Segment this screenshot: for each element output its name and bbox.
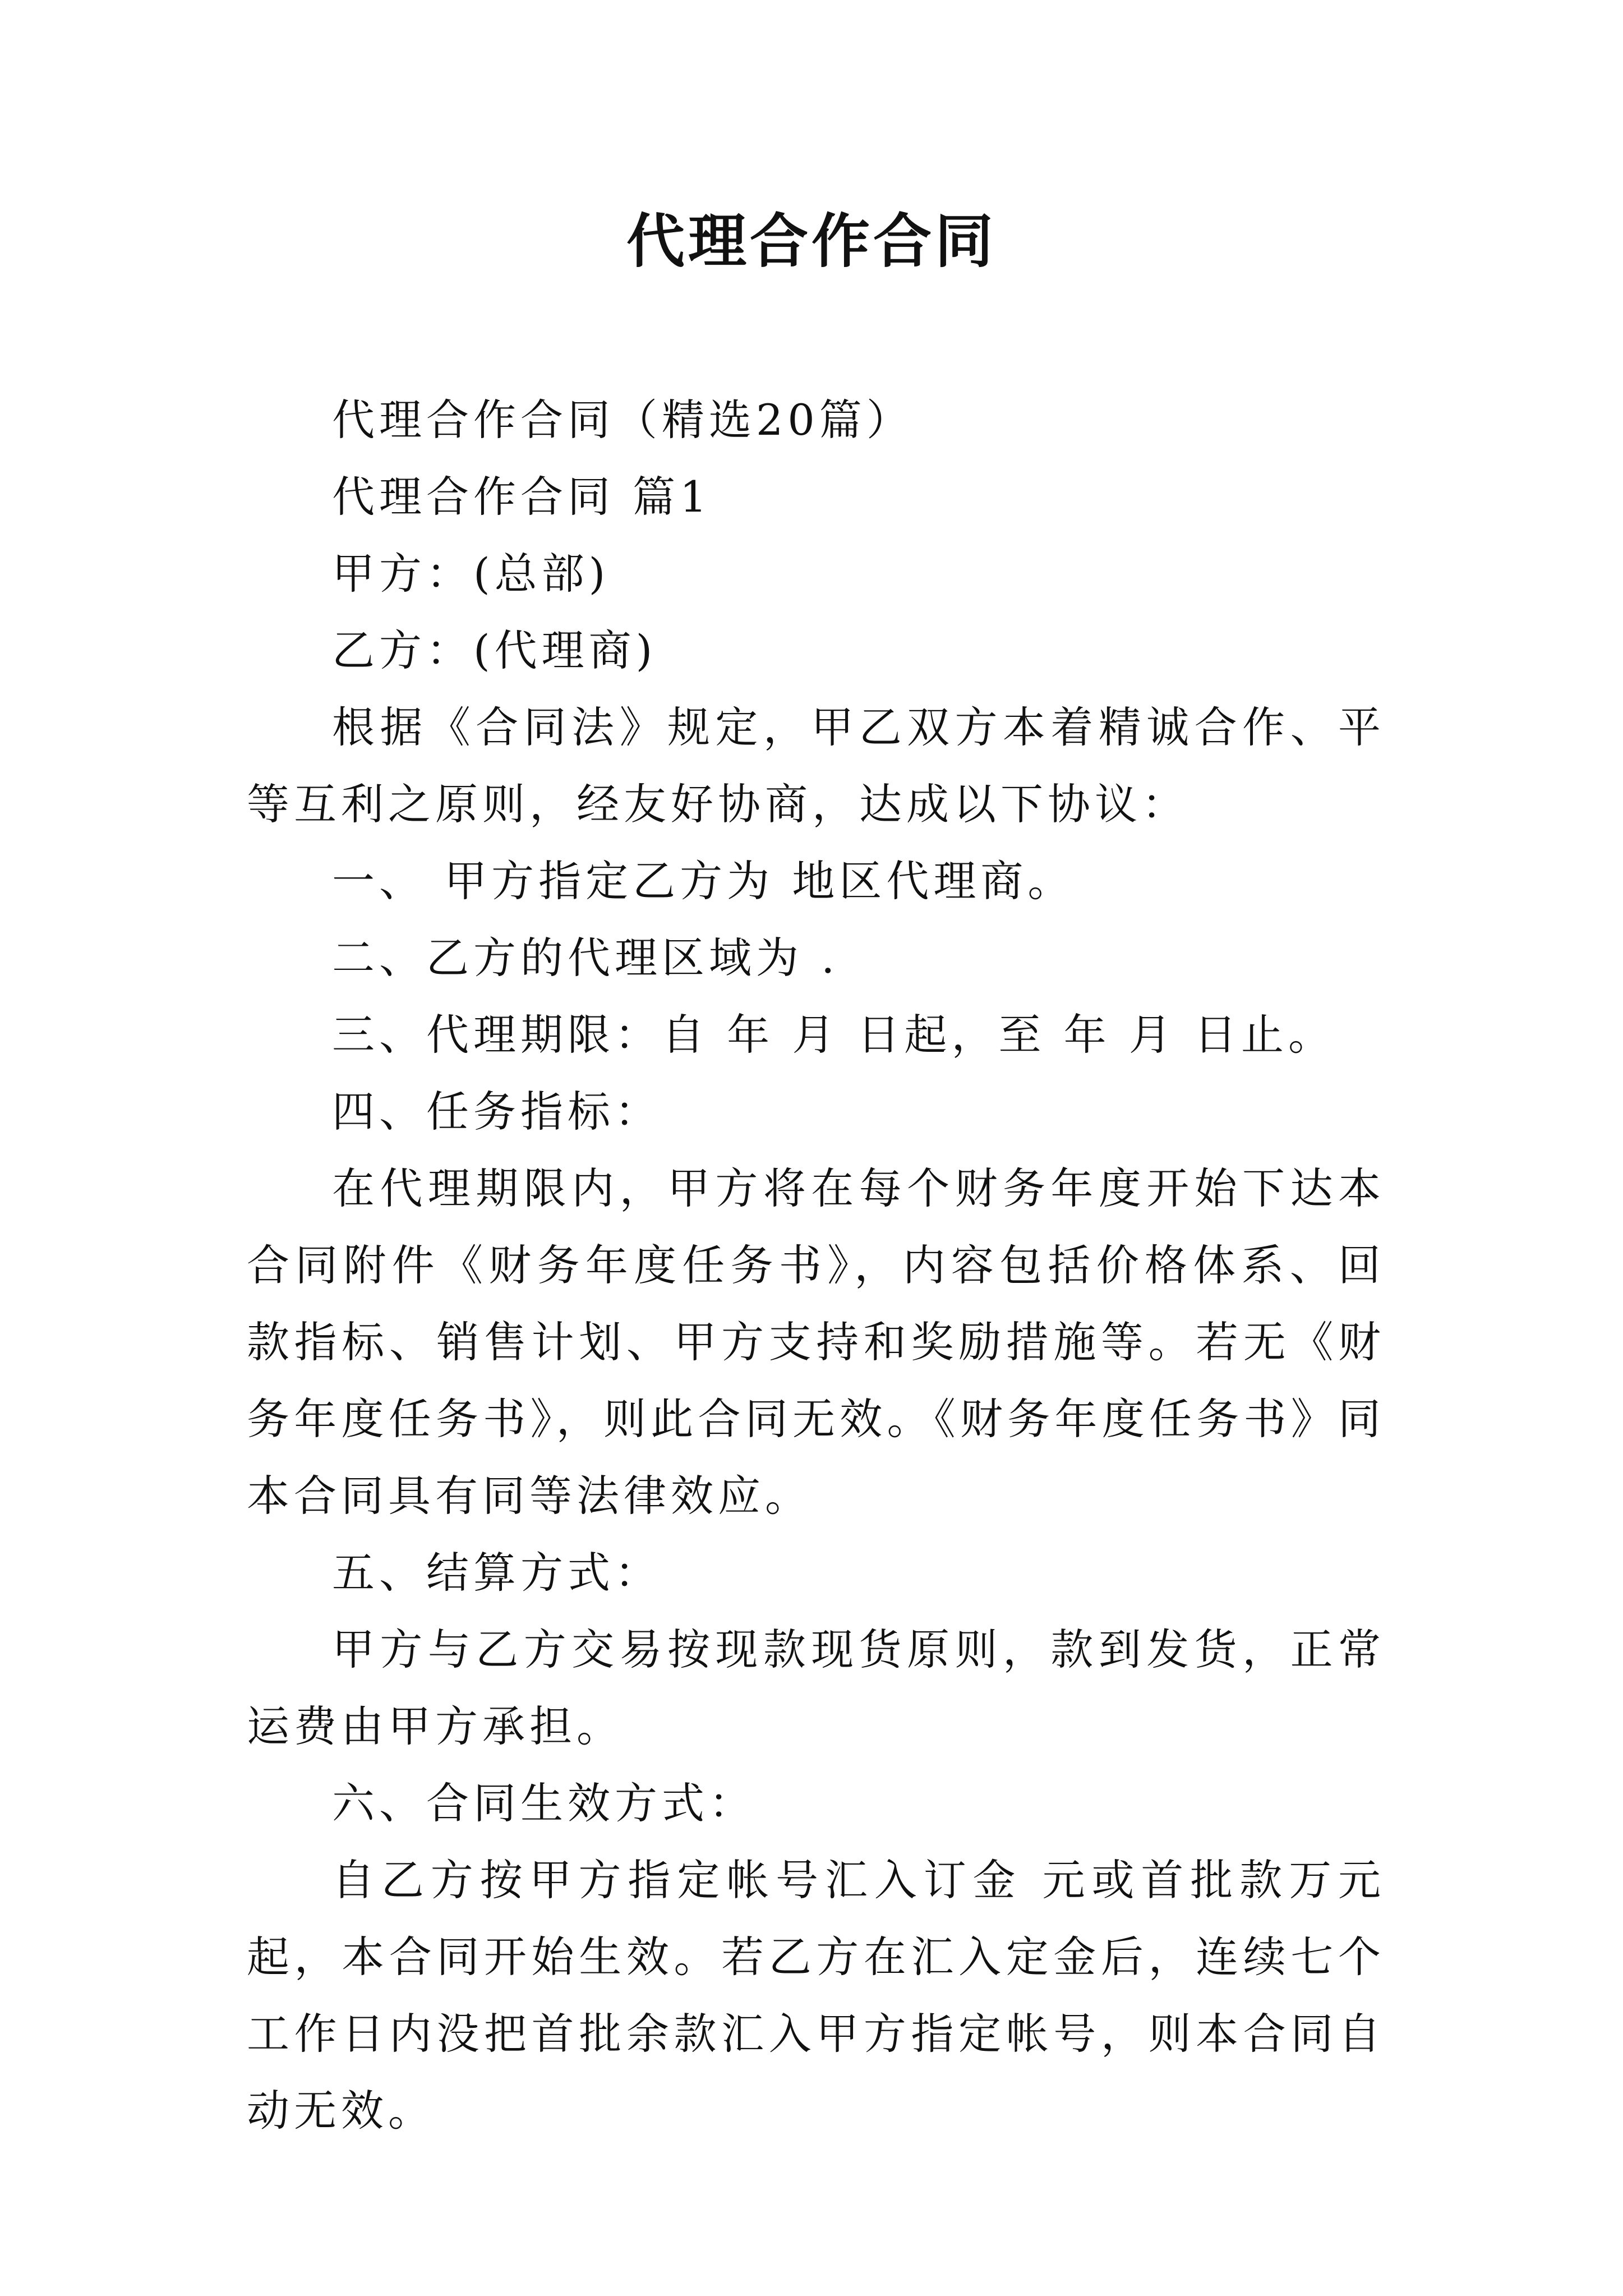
paragraph-clause-6-heading: 六、合同生效方式：: [332, 1778, 756, 1828]
paragraph-clause-4-heading: 四、任务指标：: [332, 1087, 662, 1137]
paragraph-clause-3: 三、代理期限：自 年 月 日起，至 年 月 日止。: [332, 1010, 1335, 1060]
document-body: [247, 381, 1385, 2149]
paragraph-preamble: 根据《合同法》规定，甲乙双方本着精诚合作、平等互利之原则，经友好协商，达成以下协议：: [247, 702, 1385, 829]
paragraph-party-a: 甲方：(总部): [332, 549, 610, 599]
paragraph-party-b: 乙方：(代理商): [332, 625, 657, 675]
paragraph-clause-1: 一、 甲方指定乙方为 地区代理商。: [332, 856, 1075, 906]
paragraph-clause-4-body: 在代理期限内，甲方将在每个财务年度开始下达本合同附件《财务年度任务书》，内容包括价格体系、回款指标、销售计划、甲方支持和奖励措施等。若无《财务年度任务书》，则此合同无效。《财务年度任务书》同本合同具有同等法律效应。: [247, 1163, 1385, 1521]
paragraph-clause-5-body: 甲方与乙方交易按现款现货原则，款到发货，正常运费由甲方承担。: [247, 1625, 1385, 1751]
paragraph-clause-2: 二、乙方的代理区域为 .: [332, 933, 840, 983]
document-title: 代理合作合同: [626, 207, 997, 275]
paragraph-clause-6-body: 自乙方按甲方指定帐号汇入订金 元或首批款万元起，本合同开始生效。若乙方在汇入定金后，连续七个工作日内没把首批余款汇入甲方指定帐号，则本合同自动无效。: [247, 1855, 1385, 2136]
paragraph-clause-5-heading: 五、结算方式：: [332, 1548, 662, 1598]
paragraph-section-heading: 代理合作合同 篇1: [332, 472, 712, 522]
paragraph-subtitle: 代理合作合同（精选20篇）: [332, 395, 914, 445]
